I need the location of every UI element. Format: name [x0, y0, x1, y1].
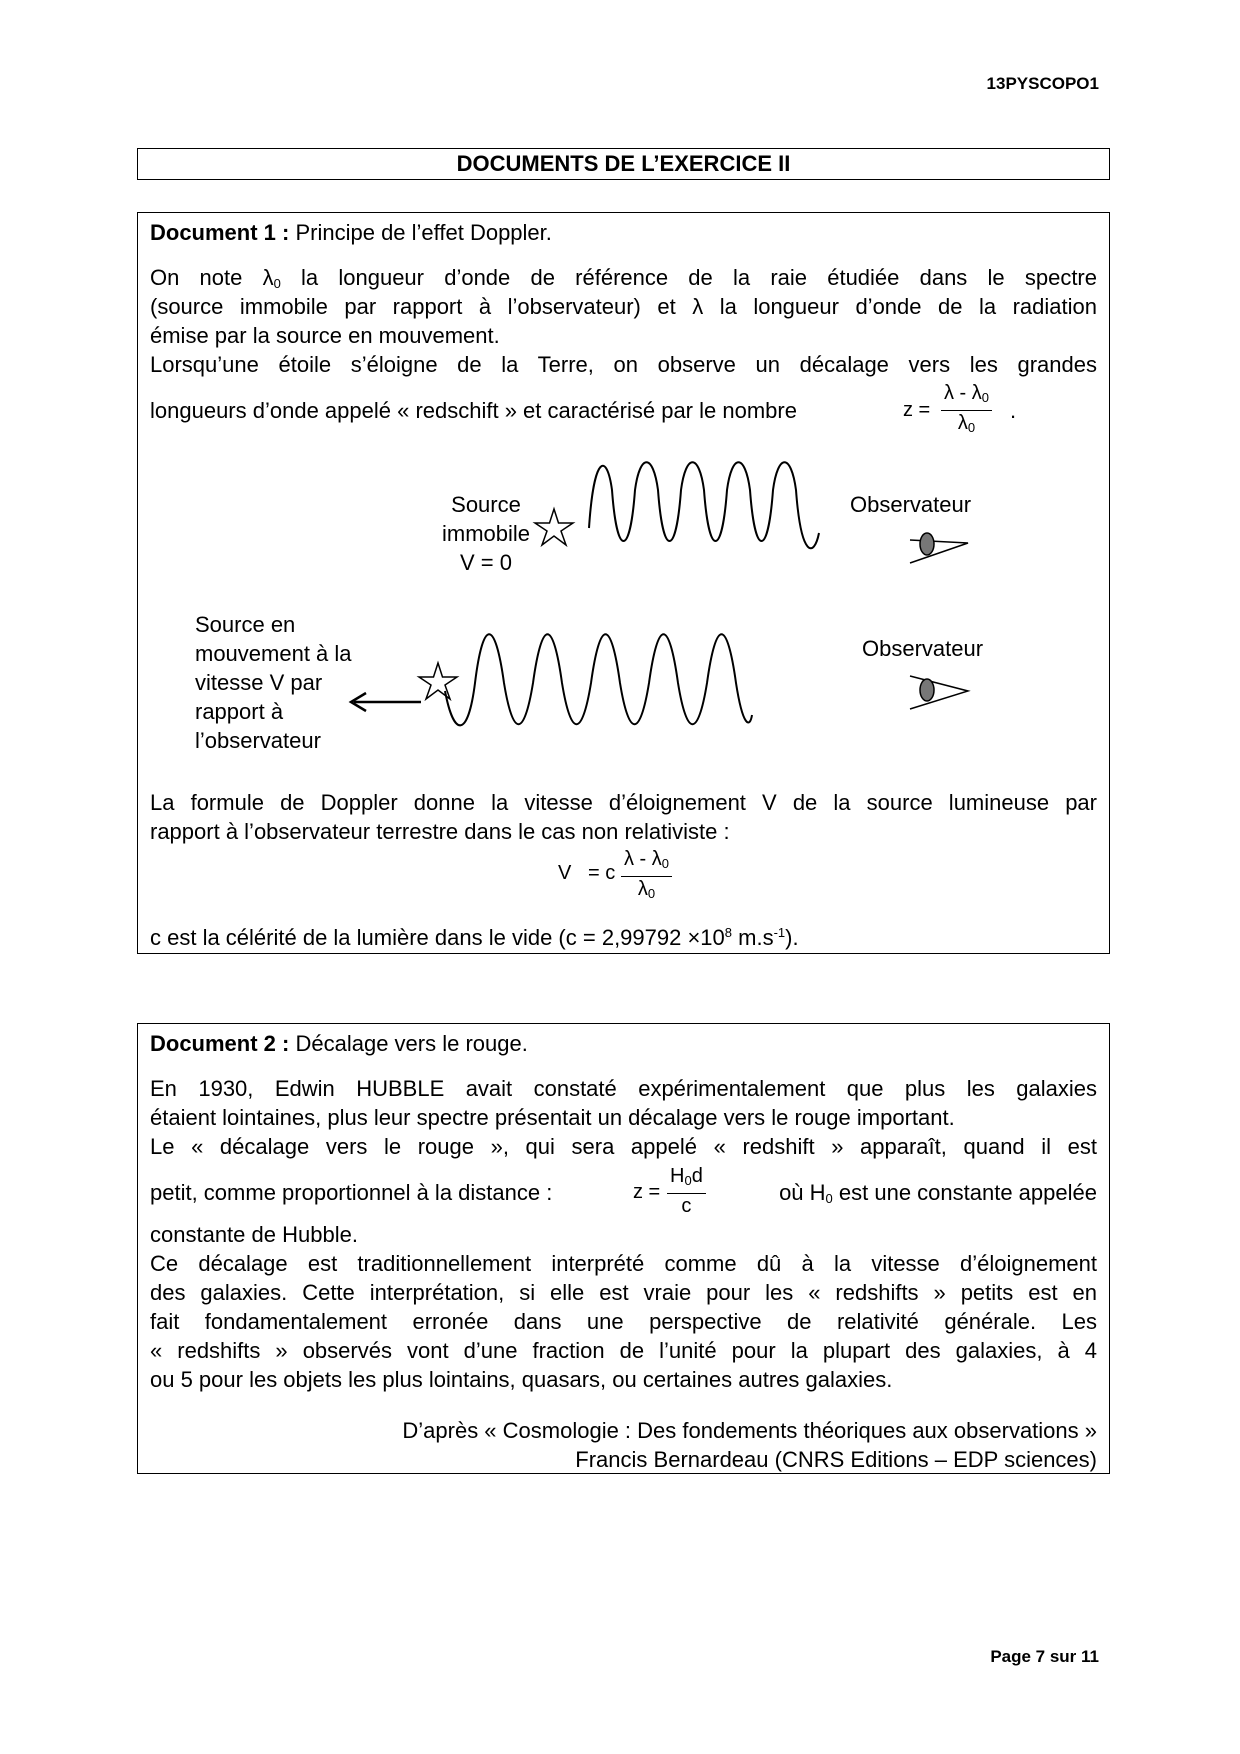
text: la longueur d’onde de référence de la raie étudiée dans le spectre	[280, 265, 1097, 290]
v-label: V	[558, 862, 572, 884]
subscript: 0	[684, 1173, 692, 1188]
subscript: 0	[661, 856, 670, 871]
numerator-end: d	[691, 1165, 703, 1187]
label-line: l’observateur	[195, 728, 321, 753]
subscript: 0	[825, 1191, 833, 1206]
label-line: V = 0	[460, 550, 512, 575]
doc2-line-1: En 1930, Edwin HUBBLE avait constaté expérimentalement que plus les galaxies	[150, 1076, 1097, 1101]
document-2-box	[137, 1023, 1110, 1474]
subscript: 0	[273, 276, 281, 291]
numerator: λ - λ	[624, 848, 662, 870]
superscript: 8	[724, 925, 733, 940]
numerator: H	[670, 1165, 685, 1187]
observer-1-label: Observateur	[850, 492, 972, 517]
label-line: rapport à	[195, 699, 284, 724]
denominator: λ	[957, 412, 968, 434]
doppler-fraction	[621, 847, 672, 906]
eye-observer-1-icon	[910, 533, 968, 563]
text: petit, comme proportionnel à la distance :	[150, 1180, 553, 1205]
text: longueurs d’onde appelé « redschift » et caractérisé par le nombre	[150, 398, 797, 423]
z-label: z =	[633, 1181, 661, 1203]
doc2-line-7: des galaxies. Cette interprétation, si elle est vraie pour les « redshifts » petits est en	[150, 1280, 1097, 1305]
hubble-constant-text	[779, 1178, 1097, 1213]
text: est une constante appelée	[832, 1180, 1097, 1205]
z-label: z =	[903, 399, 931, 421]
page-title: DOCUMENTS DE L’EXERCICE II	[137, 148, 1110, 180]
doc2-heading	[150, 1029, 1097, 1058]
long-wavelength-wave	[445, 634, 752, 725]
star-moving-icon	[419, 663, 457, 699]
text: où H	[779, 1180, 826, 1205]
doc1-line-3: émise par la source en mouvement.	[150, 323, 500, 348]
page-number: Page 7 sur 11	[990, 1647, 1099, 1666]
source-citation-1: D’après « Cosmologie : Des fondements théoriques aux observations »	[402, 1418, 1097, 1443]
denominator: c	[681, 1195, 692, 1217]
doc1-heading-label: Document 1 :	[150, 220, 290, 245]
doc1-line-4: Lorsqu’une étoile s’éloigne de la Terre, on observe un décalage vers les grandes	[150, 352, 1097, 377]
observer-2-label: Observateur	[862, 636, 984, 661]
doc2-hubble-line	[150, 1161, 1097, 1223]
doc1-line-6: La formule de Doppler donne la vitesse d’éloignement V de la source lumineuse par	[150, 790, 1097, 815]
doc2-line-10: ou 5 pour les objets les plus lointains, quasars, ou certaines autres galaxies.	[150, 1367, 893, 1392]
doc1-speed-of-light-line	[150, 918, 1097, 952]
document-1-box	[137, 212, 1110, 954]
label-line: Source en	[195, 612, 296, 637]
subscript: 0	[647, 886, 656, 901]
eye-observer-2-icon	[910, 676, 968, 709]
doc2-line-9: « redshifts » observés vont d’une fraction de l’unité pour la plupart des galaxies, à 4	[150, 1338, 1097, 1363]
doc1-line-7: rapport à l’observateur terrestre dans le cas non relativiste :	[150, 819, 730, 844]
label-line: Source	[451, 492, 521, 517]
short-wavelength-wave	[589, 462, 819, 548]
doc1-line-2: (source immobile par rapport à l’observateur) et λ la longueur d’onde de la radiation	[150, 294, 1097, 319]
doc2-line-5: constante de Hubble.	[150, 1222, 358, 1247]
hubble-fraction	[667, 1164, 706, 1218]
numerator: λ - λ	[944, 382, 982, 404]
period: .	[1010, 398, 1017, 423]
text: c est la célérité de la lumière dans le vide (c = 2,99792 ×10	[150, 925, 725, 950]
subscript: 0	[967, 420, 976, 435]
doc2-line-3: Le « décalage vers le rouge », qui sera appelé « redshift » apparaît, quand il est	[150, 1134, 1097, 1159]
doc2-heading-label: Document 2 :	[150, 1031, 290, 1056]
text: On note λ	[150, 265, 274, 290]
document-code: 13PYSCOPO1	[986, 74, 1099, 93]
text: ).	[785, 925, 799, 950]
doc2-line-6: Ce décalage est traditionnellement interprété comme dû à la vitesse d’éloignement	[150, 1251, 1097, 1276]
source-citation-2: Francis Bernardeau (CNRS Editions – EDP sciences)	[575, 1447, 1097, 1472]
text: m.s	[732, 925, 774, 950]
label-line: vitesse V par	[195, 670, 323, 695]
doc2-line-8: fait fondamentalement erronée dans une perspective de relativité générale. Les	[150, 1309, 1097, 1334]
label-line: mouvement à la	[195, 641, 352, 666]
label-line: immobile	[441, 521, 531, 546]
doppler-formula	[558, 847, 858, 909]
denominator: λ	[637, 878, 648, 900]
v-eq: = c	[588, 862, 616, 884]
doc1-heading-text: Principe de l’effet Doppler.	[289, 220, 552, 245]
subscript: 0	[981, 390, 990, 405]
doc2-heading-text: Décalage vers le rouge.	[289, 1031, 528, 1056]
velocity-arrow-icon	[351, 693, 421, 711]
doc2-line-2: étaient lointaines, plus leur spectre présentait un décalage vers le rouge important.	[150, 1105, 955, 1130]
star-still-icon	[535, 509, 573, 545]
superscript: -1	[773, 925, 786, 940]
